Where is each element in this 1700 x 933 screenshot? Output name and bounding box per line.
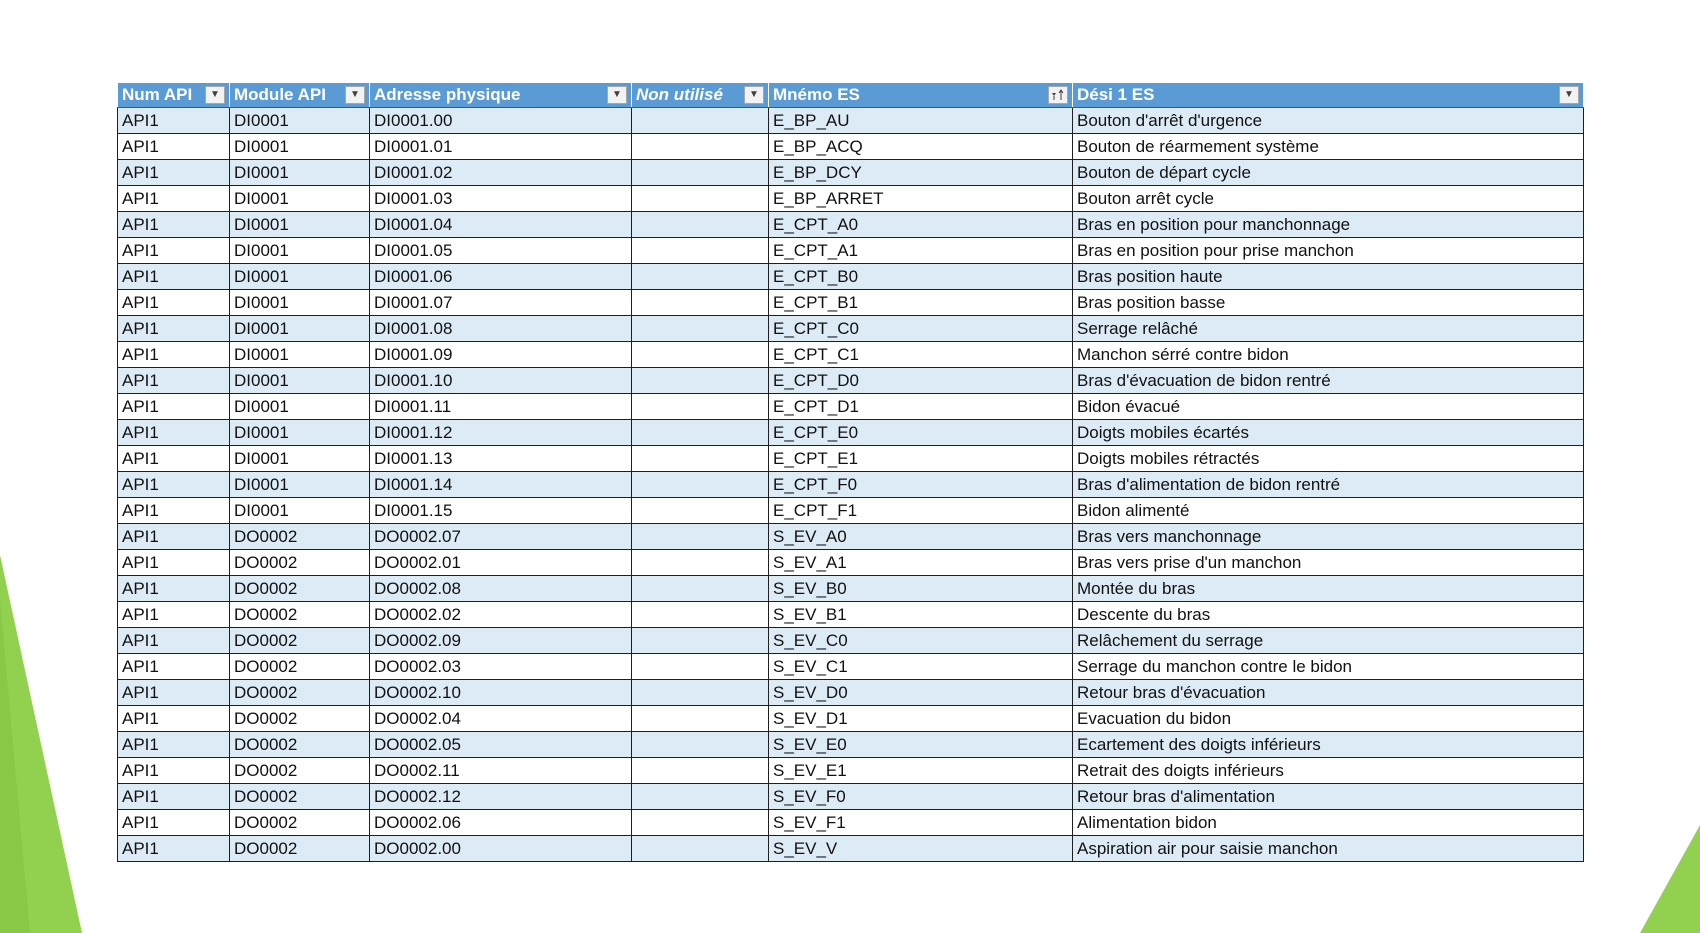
table-row[interactable] <box>118 394 1584 420</box>
cell-mnemo-es[interactable]: E_CPT_A1 <box>769 238 1073 264</box>
table-row[interactable] <box>118 108 1584 134</box>
cell-adresse-physique[interactable]: DO0002.06 <box>370 810 632 836</box>
cell-mnemo-es[interactable]: S_EV_E0 <box>769 732 1073 758</box>
cell-desi-1-es[interactable]: Serrage relâché <box>1073 316 1584 342</box>
table-row[interactable] <box>118 264 1584 290</box>
cell-module-api[interactable]: DI0001 <box>230 134 370 160</box>
table-row[interactable] <box>118 784 1584 810</box>
cell-desi-1-es[interactable]: Retrait des doigts inférieurs <box>1073 758 1584 784</box>
cell-desi-1-es[interactable]: Ecartement des doigts inférieurs <box>1073 732 1584 758</box>
cell-module-api[interactable]: DO0002 <box>230 784 370 810</box>
cell-non-utilise[interactable] <box>632 576 769 602</box>
cell-module-api[interactable]: DI0001 <box>230 446 370 472</box>
cell-num-api[interactable]: API1 <box>118 108 230 134</box>
table-row[interactable] <box>118 680 1584 706</box>
cell-module-api[interactable]: DO0002 <box>230 836 370 862</box>
cell-num-api[interactable]: API1 <box>118 810 230 836</box>
dropdown-arrow-icon[interactable]: ▼ <box>345 86 365 104</box>
cell-desi-1-es[interactable]: Manchon sérré contre bidon <box>1073 342 1584 368</box>
table-row[interactable] <box>118 238 1584 264</box>
cell-desi-1-es[interactable]: Doigts mobiles rétractés <box>1073 446 1584 472</box>
cell-num-api[interactable]: API1 <box>118 732 230 758</box>
cell-module-api[interactable]: DO0002 <box>230 758 370 784</box>
cell-non-utilise[interactable] <box>632 108 769 134</box>
cell-num-api[interactable]: API1 <box>118 680 230 706</box>
cell-mnemo-es[interactable]: S_EV_C0 <box>769 628 1073 654</box>
table-row[interactable] <box>118 160 1584 186</box>
cell-adresse-physique[interactable]: DO0002.01 <box>370 550 632 576</box>
cell-desi-1-es[interactable]: Bras en position pour manchonnage <box>1073 212 1584 238</box>
cell-num-api[interactable]: API1 <box>118 186 230 212</box>
cell-num-api[interactable]: API1 <box>118 784 230 810</box>
cell-non-utilise[interactable] <box>632 134 769 160</box>
cell-num-api[interactable]: API1 <box>118 394 230 420</box>
cell-adresse-physique[interactable]: DO0002.00 <box>370 836 632 862</box>
cell-desi-1-es[interactable]: Evacuation du bidon <box>1073 706 1584 732</box>
cell-mnemo-es[interactable]: S_EV_B1 <box>769 602 1073 628</box>
table-row[interactable] <box>118 420 1584 446</box>
cell-num-api[interactable]: API1 <box>118 524 230 550</box>
cell-desi-1-es[interactable]: Serrage du manchon contre le bidon <box>1073 654 1584 680</box>
cell-mnemo-es[interactable]: E_BP_AU <box>769 108 1073 134</box>
cell-adresse-physique[interactable]: DO0002.03 <box>370 654 632 680</box>
cell-non-utilise[interactable] <box>632 836 769 862</box>
cell-adresse-physique[interactable]: DI0001.00 <box>370 108 632 134</box>
cell-desi-1-es[interactable]: Doigts mobiles écartés <box>1073 420 1584 446</box>
cell-mnemo-es[interactable]: S_EV_A0 <box>769 524 1073 550</box>
column-header-label: Module API <box>234 85 326 104</box>
cell-module-api[interactable]: DI0001 <box>230 290 370 316</box>
cell-non-utilise[interactable] <box>632 472 769 498</box>
cell-non-utilise[interactable] <box>632 498 769 524</box>
cell-adresse-physique[interactable]: DI0001.11 <box>370 394 632 420</box>
table-row[interactable] <box>118 550 1584 576</box>
cell-num-api[interactable]: API1 <box>118 758 230 784</box>
table-row[interactable] <box>118 446 1584 472</box>
cell-non-utilise[interactable] <box>632 654 769 680</box>
cell-module-api[interactable]: DO0002 <box>230 602 370 628</box>
cell-num-api[interactable]: API1 <box>118 498 230 524</box>
table-row[interactable] <box>118 836 1584 862</box>
cell-num-api[interactable]: API1 <box>118 238 230 264</box>
table-row[interactable] <box>118 186 1584 212</box>
table-body <box>118 108 1584 862</box>
cell-module-api[interactable]: DI0001 <box>230 368 370 394</box>
table-row[interactable] <box>118 576 1584 602</box>
column-header-non-utilise[interactable] <box>632 83 769 108</box>
cell-non-utilise[interactable] <box>632 264 769 290</box>
cell-mnemo-es[interactable]: E_CPT_C0 <box>769 316 1073 342</box>
cell-non-utilise[interactable] <box>632 602 769 628</box>
cell-mnemo-es[interactable]: E_CPT_E1 <box>769 446 1073 472</box>
cell-desi-1-es[interactable]: Bidon évacué <box>1073 394 1584 420</box>
cell-mnemo-es[interactable]: E_CPT_F0 <box>769 472 1073 498</box>
cell-desi-1-es[interactable]: Alimentation bidon <box>1073 810 1584 836</box>
cell-adresse-physique[interactable]: DO0002.12 <box>370 784 632 810</box>
sort-ascending-filter-icon[interactable] <box>1048 86 1068 104</box>
cell-non-utilise[interactable] <box>632 446 769 472</box>
cell-num-api[interactable]: API1 <box>118 446 230 472</box>
column-header-label: Adresse physique <box>374 85 521 104</box>
cell-adresse-physique[interactable]: DI0001.15 <box>370 498 632 524</box>
dropdown-arrow-icon[interactable]: ▼ <box>607 86 627 104</box>
cell-non-utilise[interactable] <box>632 680 769 706</box>
cell-adresse-physique[interactable]: DI0001.04 <box>370 212 632 238</box>
cell-module-api[interactable]: DI0001 <box>230 316 370 342</box>
cell-mnemo-es[interactable]: S_EV_F0 <box>769 784 1073 810</box>
cell-adresse-physique[interactable]: DO0002.05 <box>370 732 632 758</box>
cell-desi-1-es[interactable]: Aspiration air pour saisie manchon <box>1073 836 1584 862</box>
cell-module-api[interactable]: DO0002 <box>230 524 370 550</box>
cell-num-api[interactable]: API1 <box>118 706 230 732</box>
table-row[interactable] <box>118 368 1584 394</box>
cell-non-utilise[interactable] <box>632 368 769 394</box>
cell-mnemo-es[interactable]: S_EV_D1 <box>769 706 1073 732</box>
cell-desi-1-es[interactable]: Bras en position pour prise manchon <box>1073 238 1584 264</box>
table-row[interactable] <box>118 472 1584 498</box>
column-header-label: Dési 1 ES <box>1077 85 1155 104</box>
cell-mnemo-es[interactable]: S_EV_E1 <box>769 758 1073 784</box>
table-header-row <box>118 83 1584 108</box>
cell-num-api[interactable]: API1 <box>118 316 230 342</box>
table-row[interactable] <box>118 134 1584 160</box>
cell-non-utilise[interactable] <box>632 706 769 732</box>
io-table-container <box>117 82 1583 862</box>
cell-adresse-physique[interactable]: DI0001.08 <box>370 316 632 342</box>
cell-module-api[interactable]: DI0001 <box>230 212 370 238</box>
cell-num-api[interactable]: API1 <box>118 472 230 498</box>
cell-non-utilise[interactable] <box>632 524 769 550</box>
table-row[interactable] <box>118 212 1584 238</box>
table-row[interactable] <box>118 342 1584 368</box>
cell-adresse-physique[interactable]: DI0001.14 <box>370 472 632 498</box>
cell-mnemo-es[interactable]: E_CPT_E0 <box>769 420 1073 446</box>
cell-non-utilise[interactable] <box>632 810 769 836</box>
cell-num-api[interactable]: API1 <box>118 212 230 238</box>
cell-num-api[interactable]: API1 <box>118 368 230 394</box>
cell-adresse-physique[interactable]: DO0002.09 <box>370 628 632 654</box>
cell-desi-1-es[interactable]: Bras position basse <box>1073 290 1584 316</box>
table-row[interactable] <box>118 732 1584 758</box>
cell-non-utilise[interactable] <box>632 316 769 342</box>
cell-mnemo-es[interactable]: E_CPT_F1 <box>769 498 1073 524</box>
cell-module-api[interactable]: DI0001 <box>230 342 370 368</box>
cell-desi-1-es[interactable]: Descente du bras <box>1073 602 1584 628</box>
cell-adresse-physique[interactable]: DI0001.09 <box>370 342 632 368</box>
cell-module-api[interactable]: DI0001 <box>230 420 370 446</box>
cell-adresse-physique[interactable]: DI0001.13 <box>370 446 632 472</box>
table-row[interactable] <box>118 602 1584 628</box>
cell-desi-1-es[interactable]: Retour bras d'alimentation <box>1073 784 1584 810</box>
cell-module-api[interactable]: DI0001 <box>230 238 370 264</box>
cell-num-api[interactable]: API1 <box>118 550 230 576</box>
cell-num-api[interactable]: API1 <box>118 134 230 160</box>
table-row[interactable] <box>118 654 1584 680</box>
cell-non-utilise[interactable] <box>632 758 769 784</box>
cell-module-api[interactable]: DI0001 <box>230 186 370 212</box>
column-header-adresse-physique[interactable] <box>370 83 632 108</box>
cell-non-utilise[interactable] <box>632 238 769 264</box>
cell-mnemo-es[interactable]: S_EV_D0 <box>769 680 1073 706</box>
cell-desi-1-es[interactable]: Bouton arrêt cycle <box>1073 186 1584 212</box>
cell-desi-1-es[interactable]: Bras vers prise d'un manchon <box>1073 550 1584 576</box>
cell-adresse-physique[interactable]: DO0002.11 <box>370 758 632 784</box>
cell-module-api[interactable]: DI0001 <box>230 498 370 524</box>
table-row[interactable] <box>118 498 1584 524</box>
cell-adresse-physique[interactable]: DI0001.03 <box>370 186 632 212</box>
cell-num-api[interactable]: API1 <box>118 836 230 862</box>
cell-non-utilise[interactable] <box>632 420 769 446</box>
cell-non-utilise[interactable] <box>632 628 769 654</box>
cell-module-api[interactable]: DI0001 <box>230 394 370 420</box>
cell-adresse-physique[interactable]: DI0001.10 <box>370 368 632 394</box>
column-header-label: Mnémo ES <box>773 85 860 104</box>
cell-module-api[interactable]: DO0002 <box>230 732 370 758</box>
cell-desi-1-es[interactable]: Bras position haute <box>1073 264 1584 290</box>
cell-mnemo-es[interactable]: S_EV_A1 <box>769 550 1073 576</box>
cell-module-api[interactable]: DO0002 <box>230 706 370 732</box>
cell-non-utilise[interactable] <box>632 212 769 238</box>
cell-adresse-physique[interactable]: DI0001.02 <box>370 160 632 186</box>
cell-mnemo-es[interactable]: E_CPT_B1 <box>769 290 1073 316</box>
cell-mnemo-es[interactable]: E_CPT_A0 <box>769 212 1073 238</box>
cell-non-utilise[interactable] <box>632 160 769 186</box>
cell-desi-1-es[interactable]: Bras d'évacuation de bidon rentré <box>1073 368 1584 394</box>
dropdown-arrow-icon[interactable]: ▼ <box>205 86 225 104</box>
table-row[interactable] <box>118 628 1584 654</box>
cell-mnemo-es[interactable]: S_EV_B0 <box>769 576 1073 602</box>
cell-num-api[interactable]: API1 <box>118 628 230 654</box>
cell-adresse-physique[interactable]: DO0002.02 <box>370 602 632 628</box>
cell-module-api[interactable]: DO0002 <box>230 680 370 706</box>
cell-non-utilise[interactable] <box>632 394 769 420</box>
cell-desi-1-es[interactable]: Montée du bras <box>1073 576 1584 602</box>
column-header-desi-1-es[interactable] <box>1073 83 1584 108</box>
cell-adresse-physique[interactable]: DI0001.06 <box>370 264 632 290</box>
cell-num-api[interactable]: API1 <box>118 264 230 290</box>
cell-num-api[interactable]: API1 <box>118 576 230 602</box>
cell-num-api[interactable]: API1 <box>118 420 230 446</box>
cell-non-utilise[interactable] <box>632 186 769 212</box>
cell-adresse-physique[interactable]: DO0002.08 <box>370 576 632 602</box>
cell-adresse-physique[interactable]: DI0001.05 <box>370 238 632 264</box>
column-header-mnemo-es[interactable] <box>769 83 1073 108</box>
cell-mnemo-es[interactable]: E_CPT_D0 <box>769 368 1073 394</box>
column-header-label: Non utilisé <box>636 85 723 104</box>
cell-desi-1-es[interactable]: Bras d'alimentation de bidon rentré <box>1073 472 1584 498</box>
cell-non-utilise[interactable] <box>632 784 769 810</box>
table-row[interactable] <box>118 316 1584 342</box>
table-row[interactable] <box>118 758 1584 784</box>
cell-module-api[interactable]: DI0001 <box>230 264 370 290</box>
cell-num-api[interactable]: API1 <box>118 602 230 628</box>
cell-module-api[interactable]: DO0002 <box>230 576 370 602</box>
cell-mnemo-es[interactable]: E_CPT_C1 <box>769 342 1073 368</box>
cell-adresse-physique[interactable]: DI0001.07 <box>370 290 632 316</box>
cell-module-api[interactable]: DO0002 <box>230 550 370 576</box>
cell-module-api[interactable]: DI0001 <box>230 472 370 498</box>
cell-num-api[interactable]: API1 <box>118 160 230 186</box>
io-assignment-table <box>117 82 1584 862</box>
table-row[interactable] <box>118 810 1584 836</box>
column-header-num-api[interactable] <box>118 83 230 108</box>
cell-desi-1-es[interactable]: Bras vers manchonnage <box>1073 524 1584 550</box>
cell-num-api[interactable]: API1 <box>118 342 230 368</box>
table-row[interactable] <box>118 290 1584 316</box>
dropdown-arrow-icon[interactable]: ▼ <box>1559 86 1579 104</box>
cell-desi-1-es[interactable]: Bouton de réarmement système <box>1073 134 1584 160</box>
cell-module-api[interactable]: DI0001 <box>230 108 370 134</box>
cell-adresse-physique[interactable]: DI0001.12 <box>370 420 632 446</box>
cell-adresse-physique[interactable]: DO0002.04 <box>370 706 632 732</box>
cell-mnemo-es[interactable]: E_CPT_B0 <box>769 264 1073 290</box>
cell-module-api[interactable]: DO0002 <box>230 654 370 680</box>
cell-module-api[interactable]: DI0001 <box>230 160 370 186</box>
cell-adresse-physique[interactable]: DO0002.10 <box>370 680 632 706</box>
column-header-module-api[interactable] <box>230 83 370 108</box>
cell-desi-1-es[interactable]: Bouton de départ cycle <box>1073 160 1584 186</box>
cell-non-utilise[interactable] <box>632 342 769 368</box>
cell-mnemo-es[interactable]: E_BP_ARRET <box>769 186 1073 212</box>
cell-desi-1-es[interactable]: Bouton d'arrêt d'urgence <box>1073 108 1584 134</box>
cell-module-api[interactable]: DO0002 <box>230 628 370 654</box>
cell-desi-1-es[interactable]: Retour bras d'évacuation <box>1073 680 1584 706</box>
cell-num-api[interactable]: API1 <box>118 654 230 680</box>
cell-mnemo-es[interactable]: S_EV_V <box>769 836 1073 862</box>
decorative-green-triangle-right <box>1640 825 1700 933</box>
cell-non-utilise[interactable] <box>632 290 769 316</box>
cell-desi-1-es[interactable]: Bidon alimenté <box>1073 498 1584 524</box>
table-row[interactable] <box>118 524 1584 550</box>
cell-mnemo-es[interactable]: E_CPT_D1 <box>769 394 1073 420</box>
cell-module-api[interactable]: DO0002 <box>230 810 370 836</box>
cell-mnemo-es[interactable]: S_EV_C1 <box>769 654 1073 680</box>
column-header-label: Num API <box>122 85 193 104</box>
table-row[interactable] <box>118 706 1584 732</box>
cell-adresse-physique[interactable]: DO0002.07 <box>370 524 632 550</box>
cell-mnemo-es[interactable]: E_BP_ACQ <box>769 134 1073 160</box>
cell-desi-1-es[interactable]: Relâchement du serrage <box>1073 628 1584 654</box>
cell-num-api[interactable]: API1 <box>118 290 230 316</box>
cell-adresse-physique[interactable]: DI0001.01 <box>370 134 632 160</box>
cell-mnemo-es[interactable]: E_BP_DCY <box>769 160 1073 186</box>
dropdown-arrow-icon[interactable]: ▼ <box>744 86 764 104</box>
sort-filter-glyph-icon <box>1051 89 1065 101</box>
cell-non-utilise[interactable] <box>632 550 769 576</box>
cell-mnemo-es[interactable]: S_EV_F1 <box>769 810 1073 836</box>
cell-non-utilise[interactable] <box>632 732 769 758</box>
